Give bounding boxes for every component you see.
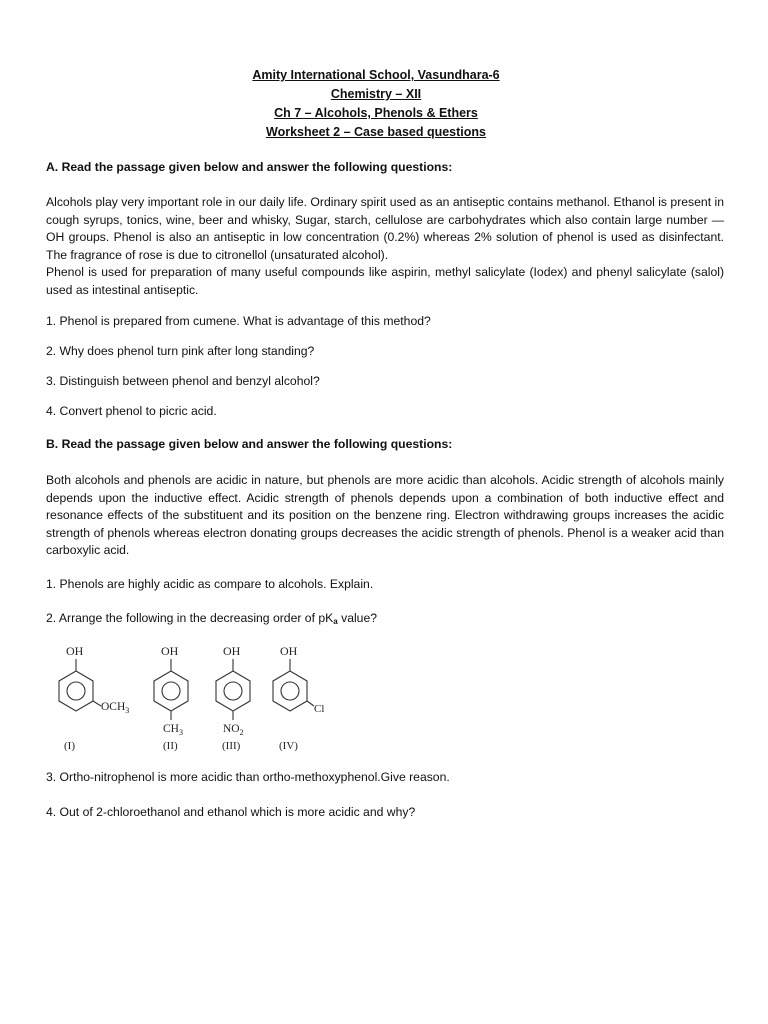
compound-label-4: (IV)	[279, 740, 298, 752]
benzene-ring-2	[154, 659, 188, 720]
section-a-passage-1: Alcohols play very important role in our daily life. Ordinary spirit used as an antiseptic contains methanol. Ethanol is present in cough syrups, tonics, wine, beer and whisky, Sugar, starch, cellulose are carbohydrates which also contain large number —OH groups. Phenol is also an antiseptic in low concentration (0.2%) whereas 2% solution of phenol is used as disinfectant. The fragrance of rose is due to citronellol (unsaturated alcohol).	[46, 195, 724, 262]
section-b-question-2	[46, 611, 377, 626]
section-a-heading: A. Read the passage given below and answer the following questions:	[46, 160, 453, 174]
section-b-heading: B. Read the passage given below and answer the following questions:	[46, 437, 453, 451]
section-a-question-3: 3. Distinguish between phenol and benzyl alcohol?	[46, 374, 320, 388]
section-b-question-3: 3. Ortho-nitrophenol is more acidic than ortho-methoxyphenol.Give reason.	[46, 770, 450, 784]
phenol-structures-figure	[46, 638, 346, 756]
question-2-suffix: value?	[337, 611, 378, 625]
section-a-passage-2: Phenol is used for preparation of many useful compounds like aspirin, methyl salicylate (Iodex) and phenyl salicylate (salol) used as intestinal antiseptic.	[46, 265, 724, 297]
question-2-text: 2. Arrange the following in the decreasing order of pK	[46, 611, 334, 625]
section-a-question-2: 2. Why does phenol turn pink after long standing?	[46, 344, 315, 358]
worksheet-header	[0, 66, 752, 142]
substituent-4: Cl	[314, 703, 325, 715]
section-a-question-4: 4. Convert phenol to picric acid.	[46, 404, 217, 418]
oh-label-4: OH	[280, 644, 298, 658]
compound-label-2: (II)	[163, 740, 178, 752]
worksheet-title: Worksheet 2 – Case based questions	[266, 125, 486, 139]
oh-label-2: OH	[161, 644, 179, 658]
compound-label-3: (III)	[222, 740, 241, 752]
chapter-title: Ch 7 – Alcohols, Phenols & Ethers	[274, 106, 478, 120]
oh-label-1: OH	[66, 644, 84, 658]
substituent-1: $OCH_3$	[101, 701, 130, 715]
section-b-question-4: 4. Out of 2-chloroethanol and ethanol which is more acidic and why?	[46, 805, 416, 819]
benzene-ring-1	[59, 659, 101, 711]
section-a-question-1: 1. Phenol is prepared from cumene. What is advantage of this method?	[46, 314, 431, 328]
substituent-2: $CH_3$	[163, 723, 183, 737]
section-b-passage: Both alcohols and phenols are acidic in nature, but phenols are more acidic than alcohols. Acidic strength of alcohols mainly depends upon the inductive effect. Acidic strength of phenols depends upon a combination of both inductive effect and resonance effects of the substituent and its position on the benzene ring. Electron withdrawing groups increases the acidic strength of phenols whereas electron donating groups decreases the acidic strength of phenols. Phenol is a weaker acid than carboxylic acid.	[46, 473, 724, 558]
school-name: Amity International School, Vasundhara-6	[252, 68, 500, 82]
subject-title: Chemistry – XII	[330, 87, 422, 101]
substituent-3: $NO_2$	[223, 723, 244, 737]
pk-subscript: a	[333, 617, 338, 626]
compound-label-1: (I)	[64, 740, 75, 752]
section-b-question-1: 1. Phenols are highly acidic as compare to alcohols. Explain.	[46, 577, 374, 591]
benzene-ring-4	[273, 659, 314, 711]
oh-label-3: OH	[223, 644, 241, 658]
benzene-ring-3	[216, 659, 250, 720]
